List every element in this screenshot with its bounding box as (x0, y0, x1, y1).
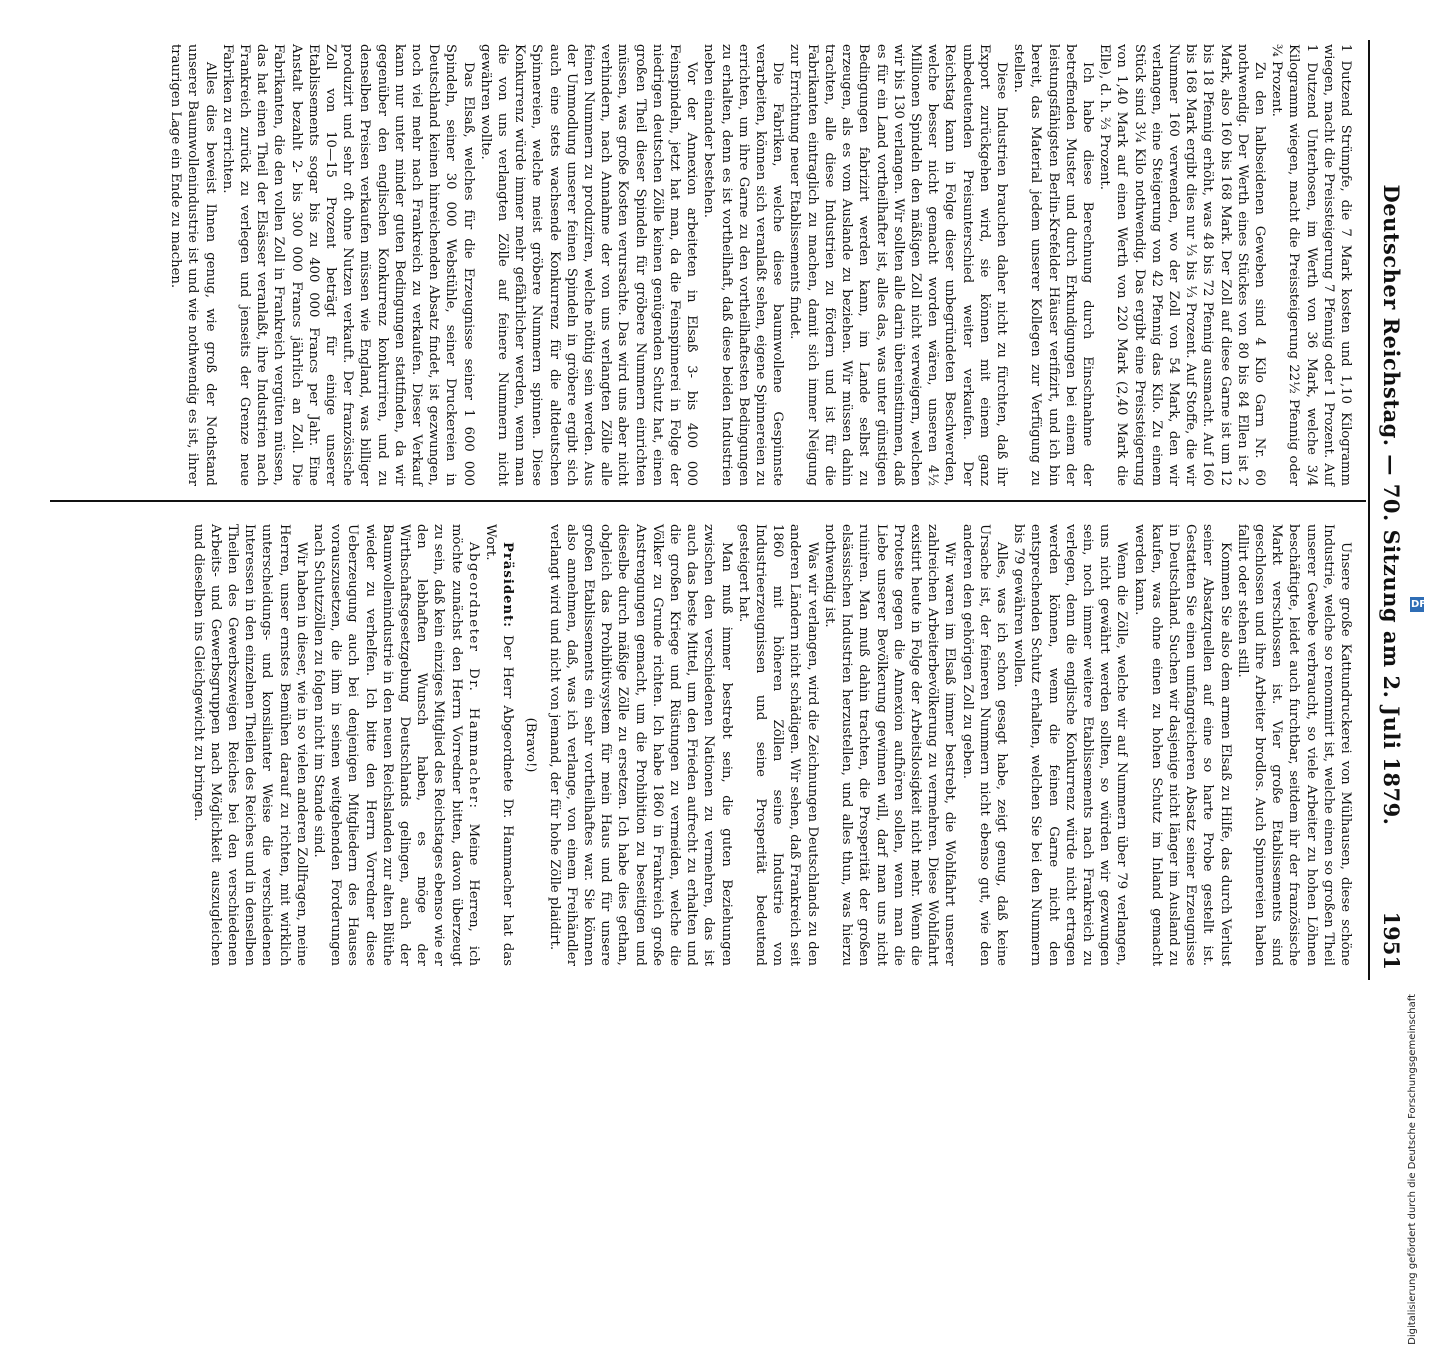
column-divider (50, 500, 1366, 502)
paragraph: Alles, was ich schon gesagt habe, zeigt genug, daß keine Ursache ist, der feineren Nummern nicht ebenso gut, wie den anderen den gehörigen Zoll zu geben. (959, 524, 1009, 966)
paragraph: Was wir verlangen, wird die Zeichnungen Deutschlands zu den anderen Ländern nicht schädigen. Wir sehen, daß Frankreich seit 1860 mit höheren Zöllen seine Industrie von Industrieerzeugnissen und seine Prosperität bedeutend gesteigert hat. (735, 524, 820, 966)
paragraph: Zu den halbseidenen Geweben sind 4 Kilo Garn Nr. 60 nothwendig. Der Werth eines Stückes von 80 bis 84 Ellen ist 2 Mark, also 160 bis 168 Mark. Der Zoll auf diese Garne ist um 12 bis 18 Pfennig erhöht, was 48 bis 72 Pfennig ausmacht. Auf 160 bis 168 Mark ergibt dies nur ⅓ bis ⅓ Prozent. Auf Stoffe, die wir Nummer 160 verwenden, wo der Zoll von 54 Mark, den wir verlangen, eine Steigerung von 42 Pfennig das Kilo. Zu einem Stück sind 3¼ Kilo nothwendig. Das ergibt eine Preissteigerung von 1,40 Mark auf einen Werth von 220 Mark (2,40 Mark die Elle), d. h. ⅔ Prozent. (1097, 44, 1267, 486)
page-number: 1951 (1379, 911, 1404, 970)
dfg-logo: DFG (1411, 599, 1434, 610)
president-statement (482, 524, 516, 966)
paragraph: Wir haben in dieser, wie in so vielen anderen Zollfragen, meine Herren, unser ernstes Bemühen darauf zu richten, mit wirklich unterscheidungs- und konsilianter Weise die verschiedenen Interessen in den einzelnen Theilen des Reiches und in denselben Theilen des Gewerbszweigen Reiches bei den verschiedenen Arbeits- und Gewerbsgruppen nach Möglichkeit auszugleichen und dieselben ins Gleichgewicht zu bringen. (190, 524, 309, 966)
speaker-name: Abgeordneter Dr. Hammacher: (465, 542, 481, 810)
left-column (167, 44, 1354, 486)
paragraph: Man muß immer bestrebt sein, die guten Beziehungen zwischen den verschiedenen Nationen zu vermehren, das ist auch das beste Mittel, um den Frieden aufrecht zu erhalten und die großen Kriege und Rüstungen zu vermeiden, welche die Völker zu Grunde richten. Ich habe 1860 in Frankreich große Anstrengungen gemacht, um die Prohibition zu beseitigen und dieselbe durch mäßige Zölle zu ersetzen. Ich habe dies gethan, obgleich das Prohibitivsystem für mein Haus und für unsere großen Etablissements ein sehr vortheilhaftes war. Sie können also annehmen, daß, was ich verlange, von einem Freihändler verlangt wird und nicht von jemand, der für hohe Zölle plaidirt. (546, 524, 734, 966)
paragraph: Wenn die Zölle, welche wir auf Nummern über 79 verlangen, uns nicht gewährt werden sollten, so würden wir gezwungen sein, noch immer weitere Etablissements nach Frankreich zu verlegen, denn die englische Konkurrenz würde nicht ertragen werden können, wenn die feinen Garne nicht den entsprechenden Schutz erhalten, welchen Sie bei den Nummern bis 79 gewähren wollen. (1011, 524, 1130, 966)
digitization-note: Digitalisierung gefördert durch die Deutsche Forschungsgemeinschaft (1407, 994, 1418, 1345)
paragraph: Unsere große Kattundruckerei von Mülhausen, diese schöne Industrie, welche so renommirt ist, welche einen so großen Theil unserer Gewebe verbraucht, so viele Arbeiter zu hohen Löhnen beschäftigte, leidet auch furchtbar, seitdem ihr der französische Markt verschlossen ist. Vier große Etablissements sind geschlossen und ihre Arbeiter brodlos. Auch Spinnereien haben fallirt oder stehen still. (1234, 524, 1353, 966)
paragraph: Kommen Sie also dem armen Elsaß zu Hilfe, das durch Verlust seiner Absatzquellen auf eine so harte Probe gestellt ist. Gestatten Sie einen umfangreicheren Absatz seiner Erzeugnisse in Deutschland. Suchen wir dasjenige nicht länger im Ausland zu kaufen, was ohne einen zu hohen Schutz im Inland gemacht werden kann. (1131, 524, 1233, 966)
paragraph: Vor der Annexion arbeiteten in Elsaß 3- bis 400 000 Feinspindeln, jetzt hat man, da die Feinspinnerei in Folge der niedrigen deutschen Zölle keinen genügenden Schutz hat, einen großen Theil dieser Spindeln für gröbere Nummern einrichten müssen, was große Kosten verursachte. Das wird uns aber nicht verhindern, nach Annahme der von uns verlangten Zölle alle feinen Nummern zu produziren, welche nöthig sein werden. Aus der Ummodlung unserer feinen Spindeln in gröbere ergibt sich auch eine stets wachsende Konkurrenz für die altdeutschen Spinnereien, welche meist gröbere Nummern spinnen. Diese Konkurrenz würde immer mehr gefährlicher werden, wenn man die von uns verlangten Zölle auf feinere Nummern nicht gewähren wollte. (477, 44, 700, 486)
running-title: Deutscher Reichstag. — 70. Sitzung am 2. Juli 1879. (1379, 184, 1404, 826)
paragraph: 1 Dutzend Strümpfe, die 7 Mark kosten und 1,10 Kilogramm wiegen, macht die Preissteigerung 7 Pfennig oder 1 Prozent. Auf 1 Dutzend Unterhosen, im Werth von 36 Mark, welche 3/4 Kilogramm wiegen, macht die Preissteigerung 22½ Pfennig oder ¾ Prozent. (1269, 44, 1353, 486)
paragraph: Wir waren im Elsaß immer bestrebt, die Wohlfahrt unserer zahlreichen Arbeiterbevölkerung zu vermehren. Diese Wohlfahrt existirt heute in Folge der Arbeitslosigkeit nicht mehr. Wenn die Proteste gegen die Annexion aufhören sollen, wenn man die Liebe unserer Bevölkerung gewinnen will, darf man uns nicht ruiniren. Man muß dahin trachten, die Prosperität der großen elsässischen Industrien herzustellen, und alles thun, was hierzu nothwendig ist. (821, 524, 958, 966)
paragraph: Diese Industrien brauchen daher nicht zu fürchten, daß ihr Export zurückgehen wird, sie können mit einem ganz unbedeutenden Preisunterschied weiter verkaufen. Der Reichstag kann in Folge dieser unbegründeten Beschwerden, welche besser nicht gemacht worden wären, unseren 4½ Millionen Spindeln den mäßigen Zoll nicht verweigern, welchen wir bis 130 verlangen. Wir sollten alle darin übereinstimmen, daß es für ein Land vortheilhafter ist, alles das, was unter günstigen Bedingungen fabrizirt werden kann, im Lande selbst zu erzeugen, als es vom Auslande zu beziehen. Wir müssen dahin trachten, alle diese Industrien zu fördern und ist für die Fabrikanten eintraglich zu machen, damit sich immer Neigung zur Errichtung neuer Etablissements findet. (787, 44, 1009, 486)
speech-text: Meine Herren, ich möchte zunächst den Herrn Vorredner bitten, davon überzeugt zu sein, daß kein einziges Mitglied des Reichstages ebenso wie er den lebhaften Wunsch haben, es möge der Wirthschaftsgesetzgebung Deutschlands gelingen, auch der Baumwollenindustrie in den neuen Reichslanden zur alten Blüthe wieder zu verhelfen. Ich bitte den Herrn Vorredner diese Ueberzeugung auch bei denjenigen Mitgliedern des Hauses vorauszusetzen, die ihm in seinen weitgehenden Forderungen nach Schutzzöllen zu folgen nicht im Stande sind. (311, 524, 481, 966)
applause-note: (Bravo!) (523, 717, 539, 773)
header-rule (1368, 40, 1370, 980)
speech-text: Der Herr Abgeordnete Dr. Hammacher hat das Wort. (483, 524, 516, 966)
paragraph: Ich habe diese Berechnung durch Einschnahme der betreffenden Muster und durch Erkundigungen bei einem der leistungsfähigsten Berlin-Krefelder Häuser verifizirt, und ich bin bereit, das Material jedem unserer Kollegen zur Verfügung zu stellen. (1011, 44, 1095, 486)
paragraph: Die Fabriken, welche diese baumwollene Gespinnste verarbeiten, können sich veranlaßt sehen, eigene Spinnereien zu errichten, um ihre Garne zu den vortheilhaftesten Bedingungen zu erhalten, denn es ist vortheilhaft, daß diese beiden Industrien neben einander bestehen. (701, 44, 786, 486)
hammacher-speech (310, 524, 482, 966)
right-column (189, 524, 1354, 966)
speaker-name: Präsident: (500, 542, 516, 629)
paragraph: Das Elsaß, welches für die Erzeugnisse seiner 1 600 000 Spindeln, seiner 30 000 Webstühle, seiner Druckereien in Deutschland keinen hinreichenden Absatz findet, ist gezwungen, noch viel mehr nach Frankreich zu verkaufen. Dieser Verkauf kann nur unter minder guten Bedingungen stattfinden, da wir gegenüber den englischen Konkurrenz konkurriren, und zu denselben Preisen verkaufen müssen wie England, was billiger produzirt und sehr oft ohne Nutzen verkauft. Der französische Zoll von 10—15 Prozent beträgt für einige unserer Etablissements sogar bis zu 400 000 Francs per Jahr. Eine Anstalt bezahlt 2- bis 300 000 Francs jährlich an Zoll. Die Fabrikanten, die den vollen Zoll in Frankreich vergüten müssen, das hat einen Theil der Elsässer veranlaßt, ihre Industrien nach Frankreich zurück zu verlegen und jenseits der Grenze neue Fabriken zu errichten. (219, 44, 476, 486)
page-header (1374, 40, 1404, 970)
paragraph: Alles dies beweist Ihnen genug, wie groß der Nothstand unserer Baumwollenindustrie ist und wie nothwendig es ist, ihrer traurigen Lage ein Ende zu machen. (168, 44, 218, 486)
